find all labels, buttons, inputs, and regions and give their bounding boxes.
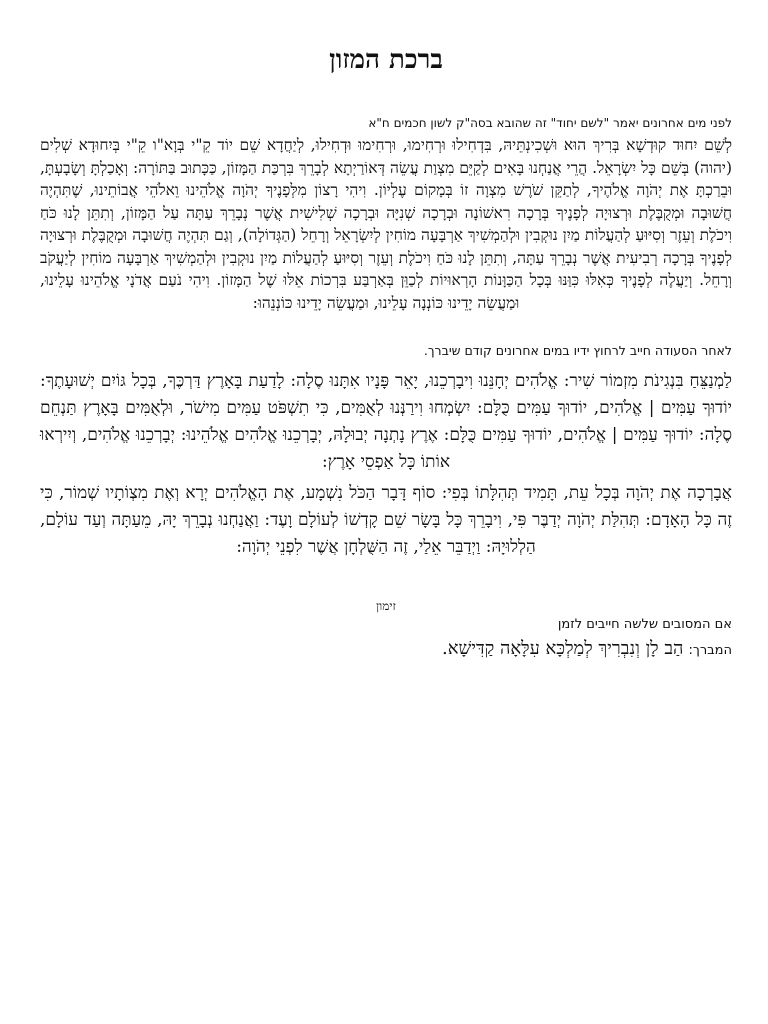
psalm-67-text: לַמְנַצֵּחַ בִּנְגִינֹת מִזְמוֹר שִׁיר: אֱלֹהִים יְחָנֵּנוּ וִיבָרְכֵנוּ, יָאֵר פָּנָיו אִתָּנוּ סֶלָה: לָדַעַת בָּאָרֶץ דַּרְכֶּךָ, בְּכָל גּוֹיִם יְשׁוּעָתֶךָ: יוֹדוּךָ עַמִּים | אֱלֹהִים, יוֹדוּךָ עַמִּים כֻּלָּם: יִשְׂמְחוּ וִירַנְּנוּ לְאֻמִּים, כִּי תִשְׁפֹּט עַמִּים מִישֹׁר, וּלְאֻמִּים בָּאָרֶץ תַּנְחֵם סֶלָה: יוֹדוּךָ עַמִּים | אֱלֹהִים, יוֹדוּךָ עַמִּים כֻּלָּם: אֶרֶץ נָתְנָה יְבוּלָהּ, יְבָרְכֵנוּ אֱלֹהִים אֱלֹהֵינוּ: יְבָרְכֵנוּ אֱלֹהִים, וְיִירְאוּ אוֹתוֹ כָּל אַפְסֵי אָרֶץ: <box>40 371 732 472</box>
zimun-line <box>40 635 732 665</box>
mevarech-label: המברך: <box>688 643 732 658</box>
leshem-yichud-note: לפני מים אחרונים יאמר "לשם יחוד" זה שהובא בסה"ק לשון חכמים ח"א <box>368 116 732 130</box>
mayim-acharonim-instruction: לאחר הסעודה חייב לרחוץ ידיו במים אחרונים קודם שיברך. <box>423 343 732 358</box>
zimun-heading: זימון <box>376 599 396 613</box>
page-title: ברכת המזון <box>329 45 443 75</box>
avarcha-text: אֲבָרְכָה אֶת יְהֹוָה בְּכָל עֵת, תָּמִיד תְּהִלָּתוֹ בְּפִי: סוֹף דָּבָר הַכֹּל נִשְׁמָע, אֶת הָאֱלֹהִים יְרָא וְאֶת מִצְוֹתָיו שְׁמוֹר, כִּי זֶה כָּל הָאָדָם: תְּהִלַּת יְהֹוָה יְדַבֶּר פִּי, וִיבָרֵךְ כָּל בָּשָׂר שֵׁם קָדְשׁוֹ לְעוֹלָם וָעֶד: וַאֲנַחְנוּ נְבָרֵךְ יָהּ, מֵעַתָּה וְעַד עוֹלָם, הַלְלוּיָהּ: וַיְדַבֵּר אֵלַי, זֶה הַשֻּׁלְחָן אֲשֶׁר לִפְנֵי יְהֹוָה: <box>40 483 732 557</box>
zimun-note: אם המסובים שלשה חייבים לזמן <box>557 617 732 632</box>
leshem-yichud-text: לְשֵׁם יִחוּד קוּדְשָׁא בְּרִיךְ הוּא וּשְׁכִינְתֵּיהּ, בִּדְחִילוּ וּרְחִימוּ, וּרְחִימוּ וּדְחִילוּ, לְיַחֲדָא שֵׁם יוֹד קֵ"י בְּוָא"ו קֵ"י בְּיִחוּדָא שְׁלִים (יהוה) בְּשֵׁם כָּל יִשְׂרָאֵל. הֲרֵי אֲנַחְנוּ בָּאִים לְקַיֵּם מִצְוַת עֲשֵׂה דְּאוֹרַיְתָא לְבָרֵךְ בִּרְכַּת הַמָּזוֹן, כַּכָּתוּב בַּתּוֹרָה: וְאָכַלְתָּ וְשָׂבָעְתָּ, וּבֵרַכְתָּ אֶת יְהֹוָה אֱלֹהֶיךָ, לְתַקֵּן שֹׁרֶשׁ מִצְוָה זוֹ בְּמָקוֹם עֶלְיוֹן. וִיהִי רָצוֹן מִלְּפָנֶיךָ יְהֹוָה אֱלֹהֵינוּ וֵאלֹהֵי אֲבוֹתֵינוּ, שֶׁתִּהְיֶה חֲשׁוּבָה וּמְקֻבֶּלֶת וּרְצוּיָה לְפָנֶיךָ בְּרָכָה רִאשׁוֹנָה וּבְרָכָה שְׁנִיָּה וּבְרָכָה שְׁלִישִׁית אֲשֶׁר נְבָרֵךְ עַתָּה עַל הַמָּזוֹן, וְתִתֵּן לָנוּ כֹּחַ וִיכֹלֶת וְעֵזֶר וְסִיּוּעַ לְהַעֲלוֹת מַיִן נוּקְבִין וּלְהַמְשִׁיךְ אַרְבָּעָה מוֹחִין לְיִשְׂרָאֵל וְרָחֵל (הַגְּדוֹלָה), וְגַם תִּהְיֶה חֲשׁוּבָה וּמְקֻבֶּלֶת וּרְצוּיָה לְפָנֶיךָ בְּרָכָה רְבִיעִית אֲשֶׁר נְבָרֵךְ עַתָּה, וְתִתֵּן לָנוּ כֹּחַ וִיכֹלֶת וְעֵזֶר וְסִיּוּעַ לְהַעֲלוֹת מַיִן נוּקְבִין וּלְהַמְשִׁיךְ אַרְבָּעָה מוֹחִין לְיַעֲקֹב וְרָחֵל. וְיַעֲלֶה לְפָנֶיךָ כְּאִלּוּ כִּוַּנּוּ בְּכָל הַכַּוָּנוֹת הָרְאוּיוֹת לְכַוֵּן בְּאַרְבַּע בִּרְכוֹת אֵלּוּ שֶׁל הַמָּזוֹן. וִיהִי נֹעַם אֲדֹנָי אֱלֹהֵינוּ עָלֵינוּ, וּמַעֲשֵׂה יָדֵינוּ כּוֹנְנָה עָלֵינוּ, וּמַעֲשֵׂה יָדֵינוּ כּוֹנְנֵהוּ: <box>40 136 732 312</box>
mevarech-text: הַב לָן וְנִבְרִיךְ לְמַלְכָּא עִלָּאָה קַדִּישָׁא. <box>442 638 684 659</box>
